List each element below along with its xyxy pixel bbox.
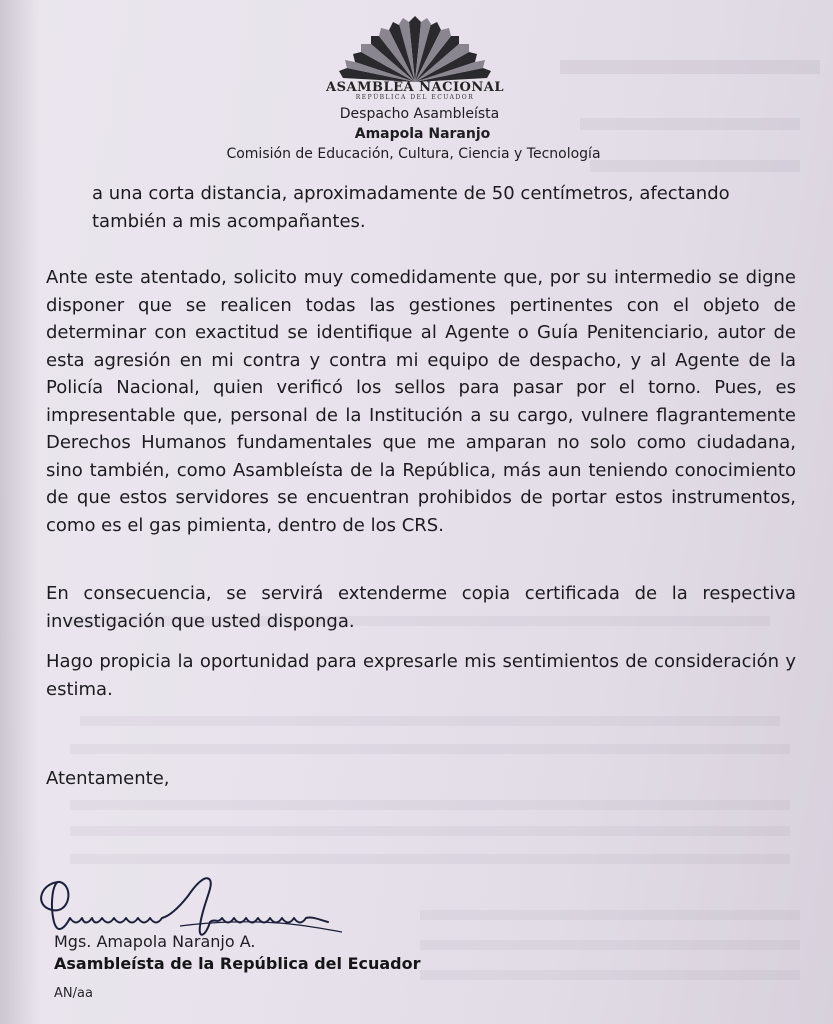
closing-salutation: Atentamente, [46,768,170,789]
reference-initials: AN/aa [54,986,93,1001]
paragraph-4: Hago propicia la oportunidad para expresarle mis sentimientos de consideración y estima. [46,651,796,700]
paragraph-2: Ante este atentado, solicito muy comedidamente que, por su intermedio se digne disponer que se realicen todas las gestiones pertinentes con el objeto de determinar con exactitud se identifique al Agente o Guía Penitenciario, autor de esta agresión en mi contra y contra mi equipo de despacho, y al Agente de la Policía Nacional, quien verificó los sellos para pasar por el torno. Pues, es impresentable que, personal de la Institución a su cargo, vulnere flagrantemente Derechos Humanos fundamentales que me amparan no solo como ciudadana, sino también, como Asambleísta de la República, más aun teniendo conocimiento de que estos servidores se encuentran prohibidos de portar estos instrumentos, como es el gas pimienta, dentro de los CRS. [46,267,796,536]
logo-subtitle: REPÚBLICA DEL ECUADOR [355,94,475,101]
header-office: Despacho Asambleísta [339,106,500,122]
header-commission: Comisión de Educación, Cultura, Ciencia y Tecnología [226,146,601,162]
signatory-name: Mgs. Amapola Naranjo A. [54,932,256,951]
paragraph-3: En consecuencia, se servirá extenderme copia certificada de la respectiva investigación que usted disponga. [46,583,796,632]
signatory-title: Asambleísta de la República del Ecuador [54,954,421,973]
logo-title: ASAMBLEA NACIONAL [326,80,504,95]
paragraph-1: a una corta distancia, aproximadamente de 50 centímetros, afectando también a mis acompañantes. [92,183,730,232]
header-name: Amapola Naranjo [354,126,491,142]
